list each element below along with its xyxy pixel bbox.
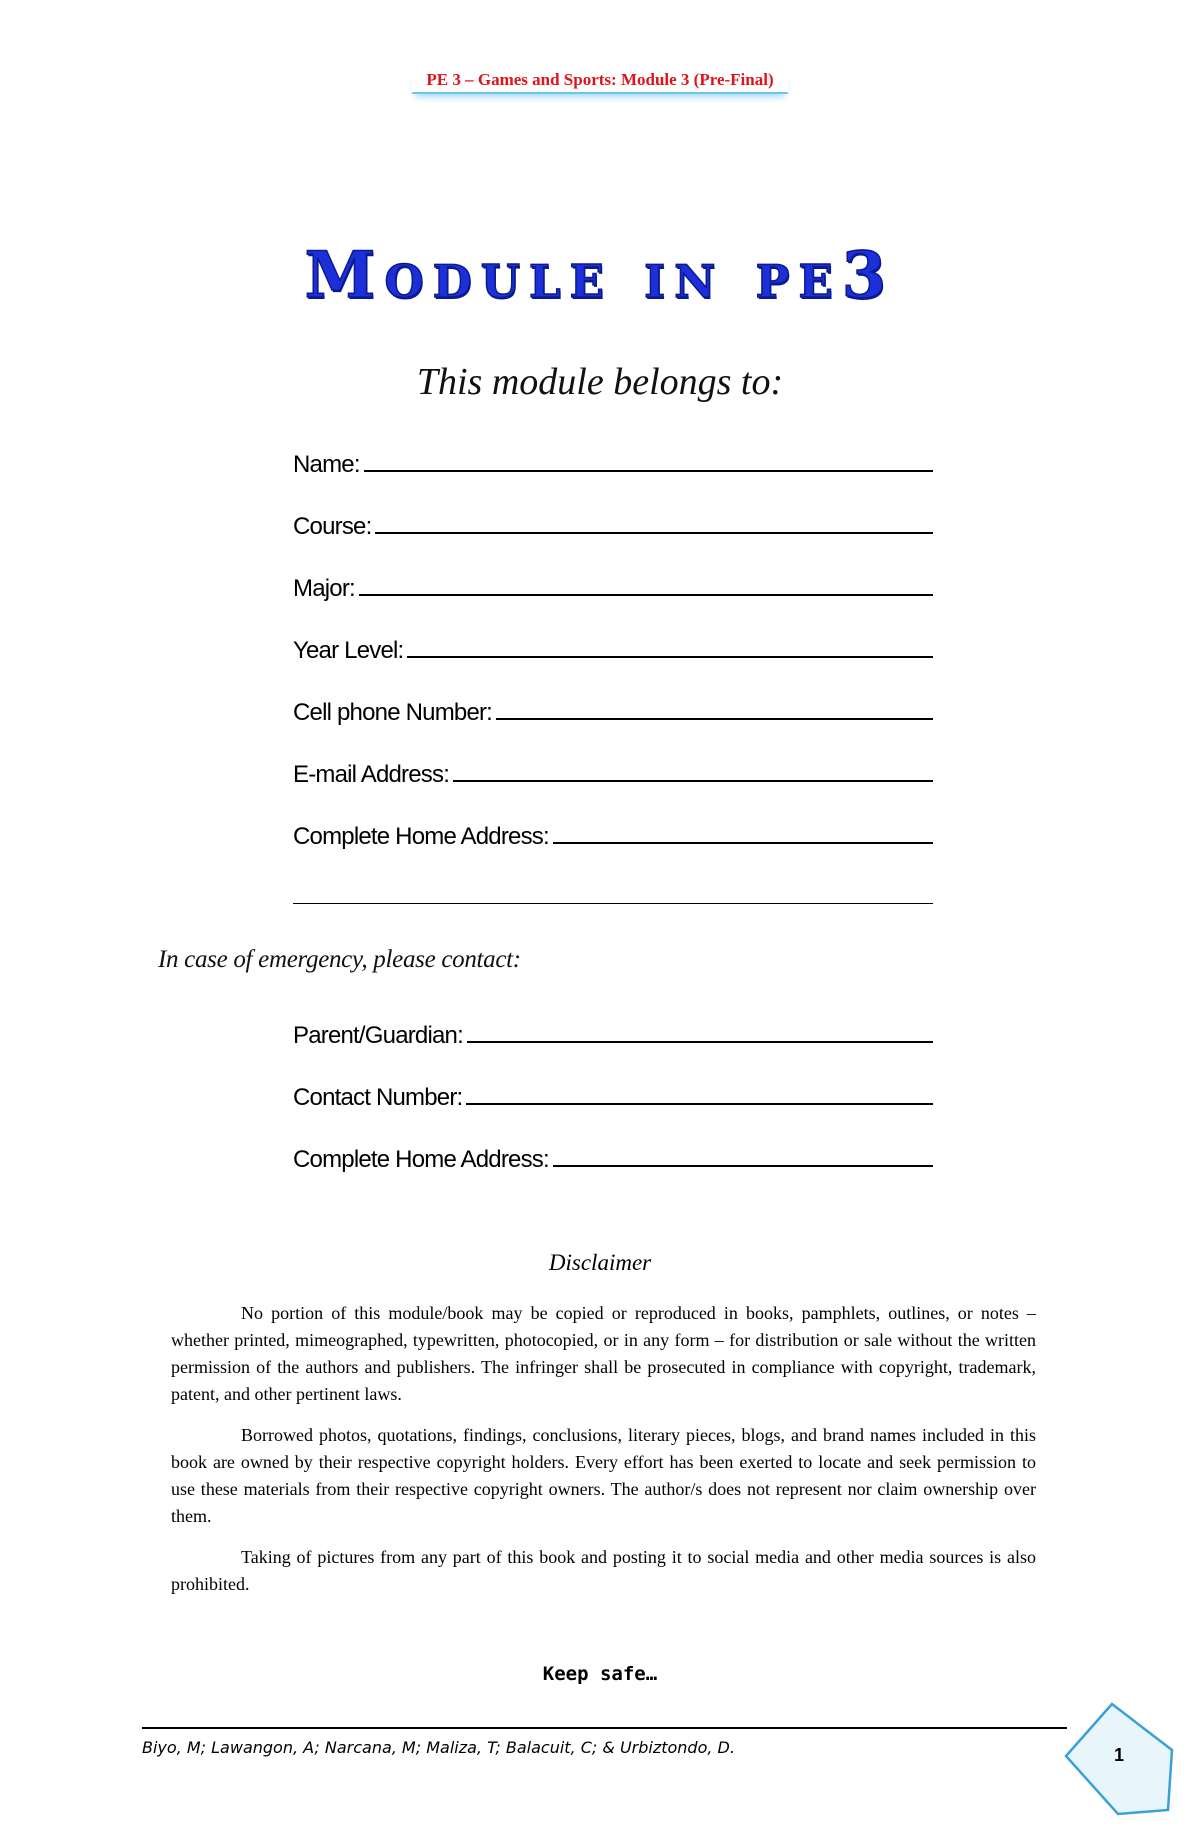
disclaimer-paragraph: Taking of pictures from any part of this book and posting it to social media and other media sources is also prohibited. — [171, 1547, 1036, 1594]
field-blank-line[interactable] — [553, 1165, 933, 1167]
emergency-home-address-field[interactable] — [293, 1138, 933, 1174]
page-number: 1 — [1113, 1745, 1124, 1765]
disclaimer-paragraph: No portion of this module/book may be copied or reproduced in books, pamphlets, outlines, or notes – whether printed, mimeographed, typewritten, photocopied, or in any form – for distribution or sale without the written permission of the authors and publishers. The infringer shall be prosecuted in compliance with copyright, trademark, patent, and other pertinent laws. — [171, 1303, 1036, 1404]
home-address-field[interactable] — [293, 815, 933, 851]
module-title: Module in pe3 — [304, 238, 896, 313]
running-header — [0, 70, 1200, 94]
major-field[interactable] — [293, 567, 933, 603]
year-level-field[interactable] — [293, 629, 933, 665]
email-field[interactable] — [293, 753, 933, 789]
footer-divider — [142, 1727, 1067, 1729]
field-blank-line[interactable] — [359, 594, 933, 596]
field-label: E-mail Address: — [293, 761, 450, 788]
keep-safe-note: Keep safe… — [542, 1663, 658, 1685]
field-blank-line[interactable] — [364, 470, 933, 472]
field-blank-line[interactable] — [375, 532, 933, 534]
field-label: Year Level: — [293, 637, 404, 664]
course-field[interactable] — [293, 505, 933, 541]
field-blank-line[interactable] — [496, 718, 933, 720]
field-label: Name: — [293, 451, 360, 478]
field-blank-line[interactable] — [553, 842, 933, 844]
field-label: Course: — [293, 513, 372, 540]
running-header-text: PE 3 – Games and Sports: Module 3 (Pre-Final) — [412, 70, 787, 94]
disclaimer-paragraph: Borrowed photos, quotations, findings, conclusions, literary pieces, blogs, and brand names included in this book are owned by their respective copyright holders. Every effort has been exerted to locate and seek permission to use these materials from their respective copyright owners. The author/s does not represent nor claim ownership over them. — [171, 1425, 1036, 1526]
field-label: Parent/Guardian: — [293, 1022, 463, 1049]
field-blank-line[interactable] — [466, 1103, 933, 1105]
field-blank-line[interactable] — [467, 1041, 933, 1043]
emergency-heading: In case of emergency, please contact: — [158, 946, 521, 973]
footer-authors: Biyo, M; Lawangon, A; Narcana, M; Maliza, T; Balacuit, C; & Urbiztondo, D. — [142, 1738, 735, 1757]
field-blank-line[interactable] — [407, 656, 933, 658]
parent-guardian-field[interactable] — [293, 1014, 933, 1050]
name-field[interactable] — [293, 443, 933, 479]
belongs-to-heading: This module belongs to: — [416, 361, 784, 403]
contact-number-field[interactable] — [293, 1076, 933, 1112]
cell-phone-field[interactable] — [293, 691, 933, 727]
home-address-second-line[interactable] — [293, 903, 933, 904]
field-blank-line[interactable] — [453, 780, 933, 782]
field-label: Contact Number: — [293, 1084, 463, 1111]
disclaimer-title: Disclaimer — [548, 1250, 652, 1275]
field-label: Complete Home Address: — [293, 823, 549, 850]
field-label: Complete Home Address: — [293, 1146, 549, 1173]
field-label: Major: — [293, 575, 355, 602]
field-label: Cell phone Number: — [293, 699, 493, 726]
